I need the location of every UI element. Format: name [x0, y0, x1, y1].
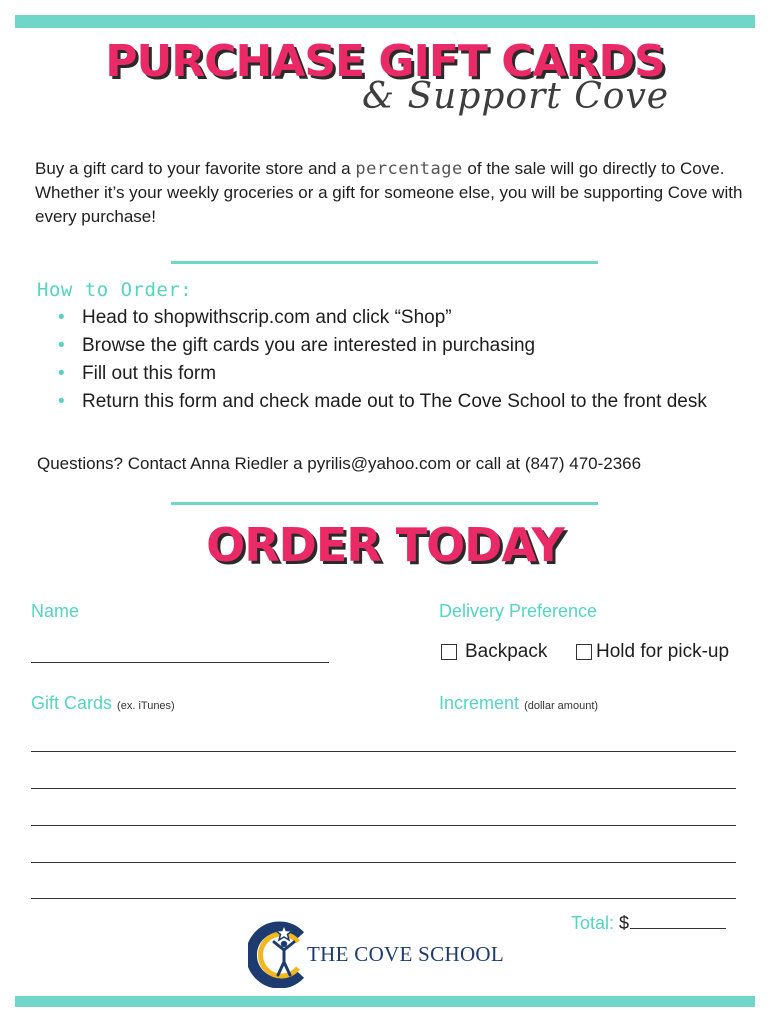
- bottom-accent-bar: [15, 996, 755, 1007]
- name-field[interactable]: [31, 662, 329, 663]
- name-label: Name: [31, 601, 80, 621]
- delivery-label: Delivery Preference: [439, 601, 598, 621]
- backpack-option[interactable]: [441, 641, 547, 663]
- step-text: Browse the gift cards you are interested in purchasing: [82, 335, 536, 356]
- order-line-field[interactable]: [31, 862, 736, 863]
- gift-cards-label-text: Gift Cards: [31, 693, 113, 713]
- page-subtitle: & Support Cove: [362, 76, 670, 117]
- list-item: [58, 389, 708, 415]
- page-title: PURCHASE GIFT CARDS: [105, 36, 665, 87]
- step-text: Fill out this form: [82, 363, 217, 384]
- total-field[interactable]: [630, 928, 726, 929]
- checkbox-icon[interactable]: [441, 644, 457, 660]
- top-accent-bar: [15, 15, 755, 28]
- order-line-field[interactable]: [31, 825, 736, 826]
- intro-text-end: of the sale will go directly to Cove. Whether it’s your weekly groceries or a gift for someone else, you will be supporting Cove with every purchase!: [35, 159, 743, 226]
- list-item: [58, 361, 708, 387]
- bullet-icon: •: [58, 335, 65, 356]
- gift-cards-hint: (ex. iTunes): [117, 700, 175, 712]
- intro-keyword: percentage: [355, 159, 463, 179]
- step-text: Head to shopwithscrip.com and click “Shop”: [82, 307, 452, 328]
- how-to-steps: [58, 305, 708, 417]
- total-label: Total:: [571, 913, 615, 933]
- option-label: Hold for pick-up: [596, 641, 730, 662]
- total-row: [571, 913, 726, 934]
- order-line-field[interactable]: [31, 898, 736, 899]
- school-name: THE COVE SCHOOL: [307, 942, 504, 966]
- currency-symbol: $: [619, 913, 630, 933]
- option-label: Backpack: [465, 641, 548, 662]
- increment-label: [439, 693, 598, 714]
- divider-rule: [171, 261, 598, 264]
- contact-text: Questions? Contact Anna Riedler a pyrilis@yahoo.com or call at (847) 470-2366: [37, 454, 642, 473]
- increment-label-text: Increment: [439, 693, 520, 713]
- gift-cards-label: [31, 693, 175, 714]
- list-item: [58, 305, 708, 331]
- order-heading: ORDER TODAY: [206, 518, 564, 572]
- step-text: Return this form and check made out to The Cove School to the front desk: [82, 391, 707, 412]
- list-item: [58, 333, 708, 359]
- how-to-heading: How to Order:: [37, 279, 193, 301]
- order-line-field[interactable]: [31, 788, 736, 789]
- bullet-icon: •: [58, 307, 65, 328]
- checkbox-icon[interactable]: [576, 644, 592, 660]
- bullet-icon: •: [58, 391, 65, 412]
- pickup-option[interactable]: [576, 641, 729, 663]
- bullet-icon: •: [58, 363, 65, 384]
- intro-paragraph: [35, 157, 745, 229]
- order-line-field[interactable]: [31, 751, 736, 752]
- intro-text-start: Buy a gift card to your favorite store and a: [35, 159, 356, 178]
- divider-rule: [171, 502, 598, 505]
- increment-hint: (dollar amount): [524, 700, 599, 712]
